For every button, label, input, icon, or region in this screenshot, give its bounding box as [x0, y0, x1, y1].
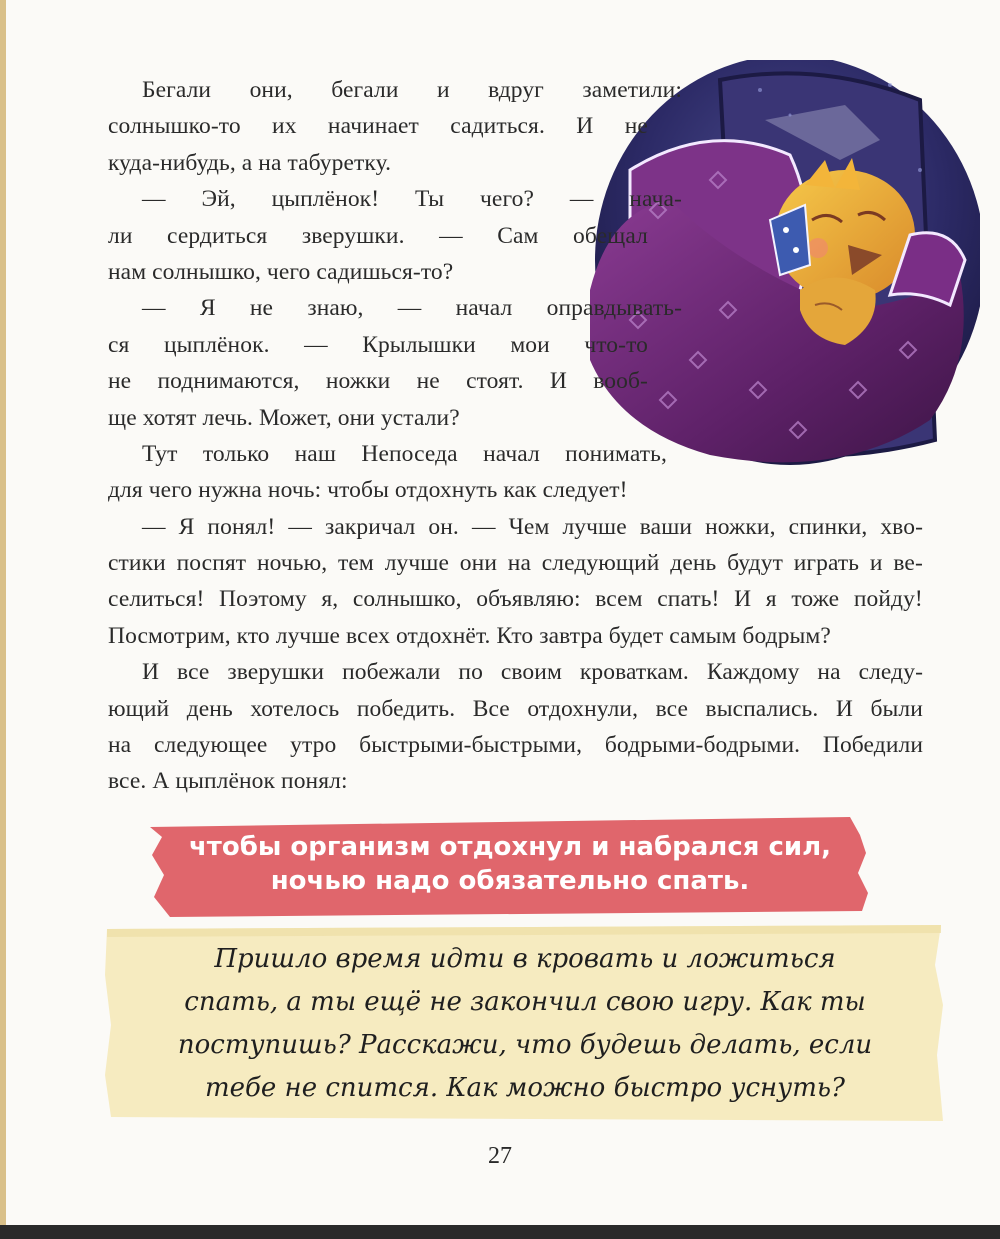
story-line: для чего нужна ночь: чтобы отдохнуть как следует! [108, 477, 628, 504]
story-line: И все зверушки побежали по своим кроваткам. Каждому на следу- [142, 659, 923, 686]
moral-line: чтобы организм отдохнул и набрался сил, [188, 832, 832, 862]
story-line: ющий день хотелось победить. Все отдохнули, все выспались. И были [108, 695, 923, 722]
moral-line: ночью надо обязательно спать. [270, 866, 750, 896]
story-line: — Эй, цыплёнок! Ты чего? — нача- [142, 186, 682, 213]
moral-text [150, 830, 870, 898]
page-edge [0, 0, 6, 1225]
question-text [150, 938, 900, 1110]
story-line: нам солнышко, чего садишься-то? [108, 258, 454, 285]
question-line: тебе не спится. Как можно быстро уснуть? [205, 1073, 845, 1103]
story-line: ли сердиться зверушки. — Сам обещал [108, 222, 648, 249]
story-line: все. А цыплёнок понял: [108, 768, 348, 795]
story-text [108, 72, 923, 800]
story-line: стики поспят ночью, тем лучше они на следующий день будут играть и ве- [108, 550, 923, 577]
question-line: поступишь? Расскажи, что будешь делать, если [177, 1030, 873, 1060]
story-line: ся цыплёнок. — Крылышки мои что-то [108, 331, 648, 358]
story-line: Бегали они, бегали и вдруг заметили: [142, 77, 682, 103]
story-line: куда-нибудь, а на табуретку. [108, 149, 392, 176]
story-line: не поднимаются, ножки не стоят. И вооб- [108, 368, 648, 395]
story-line: селиться! Поэтому я, солнышко, объявляю: всем спать! И я тоже пойду! [108, 586, 923, 613]
page-number: 27 [488, 1143, 512, 1169]
story-line: — Я понял! — закричал он. — Чем лучше ваши ножки, спинки, хво- [142, 513, 923, 540]
question-line: Пришло время идти в кровать и ложиться [214, 944, 836, 974]
bottom-border [0, 1225, 1000, 1239]
story-line: Посмотрим, кто лучше всех отдохнёт. Кто завтра будет самым бодрым? [108, 622, 831, 649]
story-line: ще хотят лечь. Может, они устали? [108, 404, 460, 431]
story-line: солнышко-то их начинает садиться. И не [108, 113, 648, 140]
story-line: на следующее утро быстрыми-быстрыми, бодрыми-бодрыми. Победили [108, 732, 923, 759]
story-line: — Я не знаю, — начал оправдывать- [142, 295, 682, 322]
story-line: Тут только наш Непоседа начал понимать, [142, 440, 667, 467]
question-line: спать, а ты ещё не закончил свою игру. Как ты [184, 987, 866, 1017]
